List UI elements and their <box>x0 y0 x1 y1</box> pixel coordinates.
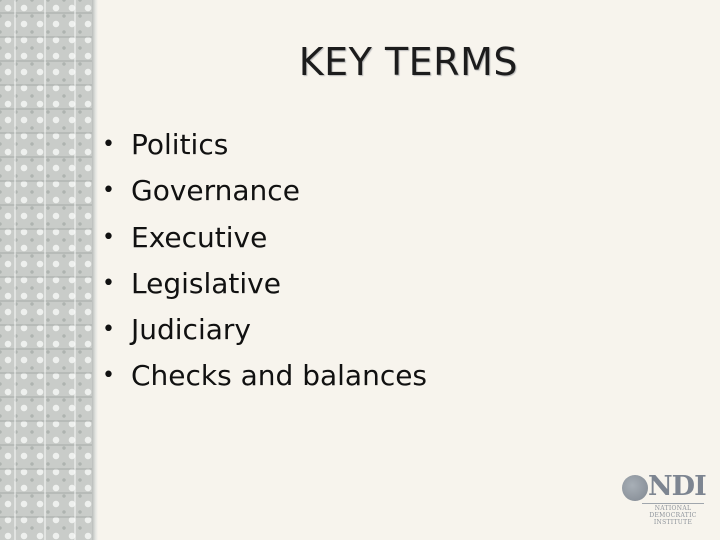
logo-text: NDI <box>648 471 706 502</box>
bullet-icon: • <box>102 270 115 296</box>
list-item-text: Judiciary <box>131 313 251 347</box>
logo-line2: DEMOCRATIC <box>649 512 697 519</box>
bullet-icon: • <box>102 363 115 389</box>
list-item-text: Executive <box>131 220 268 254</box>
list-item-text: Checks and balances <box>131 359 428 393</box>
globe-icon <box>622 475 648 501</box>
list-item <box>102 215 427 261</box>
slide-title: KEY TERMS <box>298 40 518 84</box>
ornamental-border <box>0 0 96 540</box>
ndi-logo <box>620 470 710 530</box>
list-item <box>102 307 427 353</box>
list-item <box>102 168 427 214</box>
logo-line1: NATIONAL <box>654 505 692 512</box>
bullet-icon: • <box>102 224 115 250</box>
key-terms-list <box>102 122 427 400</box>
list-item-text: Politics <box>131 128 229 161</box>
list-item-text: Legislative <box>131 266 281 300</box>
slide-title-container <box>130 40 690 84</box>
border-edge <box>92 0 98 540</box>
bullet-icon: • <box>102 178 115 204</box>
list-item <box>102 353 427 399</box>
logo-mark <box>620 470 708 504</box>
bullet-icon: • <box>102 317 115 343</box>
bullet-icon: • <box>102 132 115 157</box>
logo-subtitle <box>638 505 708 526</box>
list-item <box>102 122 427 168</box>
logo-rule <box>642 503 704 504</box>
list-item-text: Governance <box>131 174 300 208</box>
list-item <box>102 261 427 307</box>
logo-line3: INSTITUTE <box>653 519 693 526</box>
